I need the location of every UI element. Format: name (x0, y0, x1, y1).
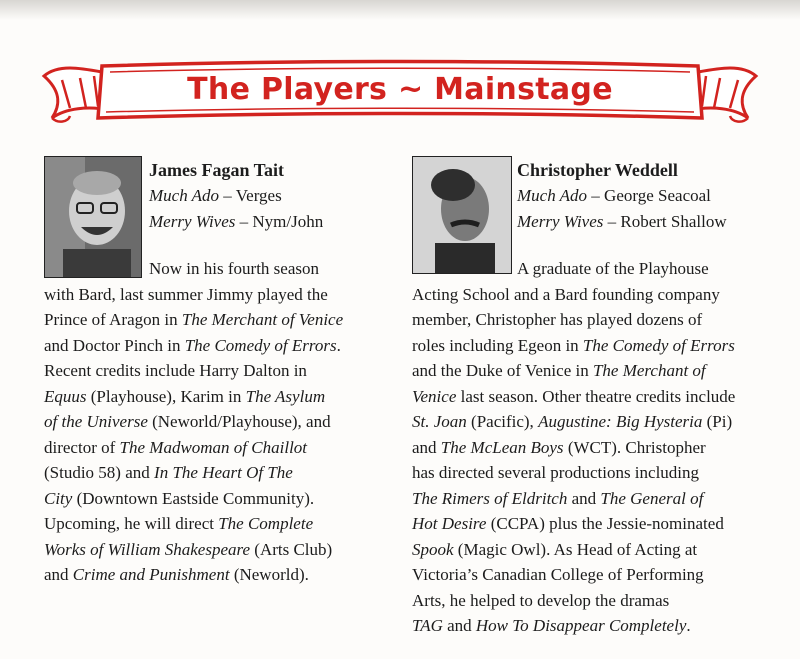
bio-italic-title: City (44, 488, 73, 508)
role-character: Verges (235, 186, 282, 205)
bio-line (44, 460, 343, 486)
bio-italic-title: Augustine: Big Hysteria (538, 412, 703, 431)
bio-line (412, 562, 735, 588)
bio-italic-title: The Merchant of (592, 361, 706, 380)
bio-line (412, 333, 735, 359)
bio-text: Arts, he helped to develop the dramas (412, 590, 670, 610)
bio-line (412, 486, 735, 512)
bio-line (412, 613, 735, 639)
bio-line (412, 435, 735, 461)
bio-italic-title: The General of (600, 488, 704, 508)
role-line (149, 183, 323, 209)
bio-italic-title: Equus (44, 386, 87, 406)
bio-text: has directed several productions including (412, 463, 700, 482)
bio-text: (Neworld/Playhouse), and (147, 412, 331, 431)
bio-text: . (686, 616, 691, 635)
bio-line (44, 333, 343, 359)
role-show: Much Ado (149, 186, 220, 205)
role-character: Robert Shallow (620, 212, 727, 231)
bio-italic-title: How To Disappear Completely (475, 616, 687, 635)
bio-line (412, 384, 735, 410)
bio-text: Upcoming, he will direct (44, 514, 219, 533)
bio-line (44, 435, 343, 461)
bio-text: and (567, 488, 601, 508)
bio-italic-title: The Complete (218, 514, 314, 533)
bio-text: . (336, 335, 341, 355)
role-show: Much Ado (517, 186, 588, 205)
bio-text: Recent credits include Harry Dalton in (44, 361, 307, 380)
player-name: Christopher Weddell (517, 160, 678, 180)
bio-line (412, 511, 735, 537)
bio-line (412, 588, 735, 614)
bio-text: (Pi) (702, 412, 733, 431)
role-separator: – (235, 212, 253, 231)
role-line (517, 183, 727, 209)
bio-italic-title: The Comedy of Errors (582, 335, 735, 355)
page-top-edge (0, 0, 800, 20)
player-bio (44, 256, 343, 588)
bio-text: director of (44, 437, 120, 457)
bio-italic-title: Hot Desire (412, 514, 487, 533)
bio-italic-title: The Asylum (245, 386, 326, 406)
role-show: Merry Wives (149, 212, 236, 231)
role-line (149, 209, 323, 235)
role-line (517, 209, 727, 235)
bio-line (44, 307, 343, 333)
bio-line (44, 511, 343, 537)
bio-italic-title: TAG (412, 616, 443, 635)
bio-line (44, 537, 343, 563)
bio-italic-title: The Madwoman of Chaillot (119, 437, 308, 457)
bio-italic-title: The Rimers of Eldritch (412, 488, 568, 508)
player-bio (412, 256, 735, 639)
bio-italic-title: Crime and Punishment (72, 565, 230, 584)
bio-line (412, 282, 735, 308)
bio-line (412, 409, 735, 435)
bio-text: (Pacific), (466, 412, 539, 431)
bio-italic-title: The McLean Boys (440, 437, 564, 457)
role-separator: – (587, 186, 605, 205)
role-character: Nym/John (252, 212, 324, 231)
bio-text: member, Christopher has played dozens of (412, 310, 703, 329)
bio-italic-title: Venice (412, 386, 457, 406)
bio-line (44, 384, 343, 410)
bio-text: Acting School and a Bard founding company (412, 284, 720, 304)
bio-line (412, 537, 735, 563)
bio-line (44, 256, 343, 282)
bio-italic-title: The Merchant of Venice (181, 310, 344, 329)
bio-italic-title: St. Joan (412, 412, 467, 431)
bio-text: with Bard, last summer Jimmy played the (44, 284, 328, 304)
bio-text: Victoria’s Canadian College of Performing (412, 565, 704, 584)
bio-italic-title: of the Universe (44, 412, 148, 431)
bio-text: last season. Other theatre credits include (456, 386, 736, 406)
title-banner (40, 58, 760, 136)
bio-text: (Neworld). (229, 565, 309, 584)
bio-text: Prince of Aragon in (44, 310, 182, 329)
bio-text: (Playhouse), Karim in (86, 386, 246, 406)
bio-italic-title: Spook (412, 539, 454, 559)
bio-text: and the Duke of Venice in (412, 361, 593, 380)
bio-line (412, 256, 735, 282)
bio-text: A graduate of the Playhouse (517, 259, 709, 278)
bio-text: (Magic Owl). As Head of Acting at (453, 539, 698, 559)
bio-text: (Studio 58) and (44, 463, 155, 482)
bio-text: (WCT). Christopher (563, 437, 706, 457)
bio-text: (Downtown Eastside Community). (72, 488, 315, 508)
bio-text: and (412, 437, 441, 457)
bio-line (412, 358, 735, 384)
role-separator: – (603, 212, 621, 231)
player-heading (517, 157, 727, 235)
role-character: George Seacoal (604, 186, 711, 205)
bio-italic-title: In The Heart Of The (154, 463, 293, 482)
bio-line (412, 307, 735, 333)
bio-line (44, 358, 343, 384)
bio-italic-title: Works of William Shakespeare (44, 539, 251, 559)
bio-text: (Arts Club) (250, 539, 333, 559)
player-name: James Fagan Tait (149, 160, 285, 180)
bio-text: Now in his fourth season (149, 259, 319, 278)
bio-text: roles including Egeon in (412, 335, 583, 355)
bio-text: and (442, 616, 476, 635)
role-show: Merry Wives (517, 212, 604, 231)
player-heading (149, 157, 323, 235)
page-title: The Players ~ Mainstage (187, 72, 613, 107)
role-separator: – (219, 186, 236, 205)
bio-text: and (44, 565, 73, 584)
bio-line (44, 486, 343, 512)
bio-line (44, 409, 343, 435)
bio-text: (CCPA) plus the Jessie-nominated (486, 514, 724, 533)
bio-line (44, 282, 343, 308)
bio-line (412, 460, 735, 486)
bio-text: and Doctor Pinch in (44, 335, 185, 355)
bio-italic-title: The Comedy of Errors (184, 335, 337, 355)
bio-line (44, 562, 343, 588)
